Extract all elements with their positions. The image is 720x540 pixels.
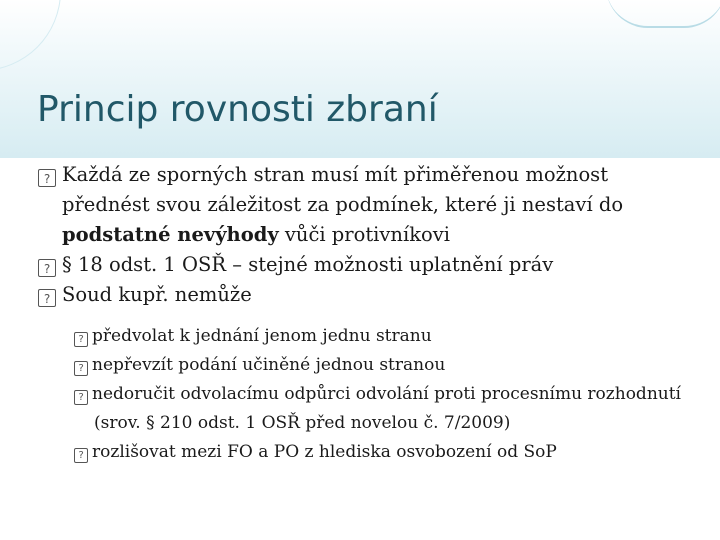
bullet-icon: ? <box>74 361 88 376</box>
bullet-icon: ? <box>38 289 56 307</box>
bullet-text: Každá ze sporných stran musí mít přiměřenou možnost přednést svou záležitost za podmínek, které ji nestaví do <box>62 163 624 216</box>
decorative-arc-top <box>606 0 720 28</box>
sub-bullet-item <box>38 380 688 438</box>
sub-bullet-item <box>38 322 688 351</box>
bullet-text: předvolat k jednání jenom jednu stranu <box>92 326 432 346</box>
slide-title: Princip rovnosti zbraní <box>37 89 438 130</box>
bullet-text: Soud kupř. nemůže <box>62 283 252 306</box>
bullet-icon: ? <box>74 448 88 463</box>
bullet-icon: ? <box>38 259 56 277</box>
bullet-icon: ? <box>38 169 56 187</box>
sub-bullet-item <box>38 438 688 467</box>
bullet-text: vůči protivníkovi <box>278 223 451 246</box>
bullet-item <box>38 280 688 310</box>
bullet-text: rozlišovat mezi FO a PO z hlediska osvobození od SoP <box>92 442 557 462</box>
bullet-text-bold: podstatné nevýhody <box>62 223 279 246</box>
title-band <box>0 0 720 158</box>
bullet-list <box>38 160 688 467</box>
bullet-icon: ? <box>74 332 88 347</box>
sub-bullet-item <box>38 351 688 380</box>
decorative-arc-left <box>0 0 61 71</box>
bullet-text: § 18 odst. 1 OSŘ – stejné možnosti uplatnění práv <box>62 253 554 276</box>
bullet-text: nedoručit odvolacímu odpůrci odvolání proti procesnímu rozhodnutí (srov. § 210 odst. 1 OSŘ před novelou č. 7/2009) <box>92 384 681 433</box>
bullet-item <box>38 250 688 280</box>
bullet-text: nepřevzít podání učiněné jednou stranou <box>92 355 446 375</box>
bullet-icon: ? <box>74 390 88 405</box>
bullet-item <box>38 160 688 250</box>
